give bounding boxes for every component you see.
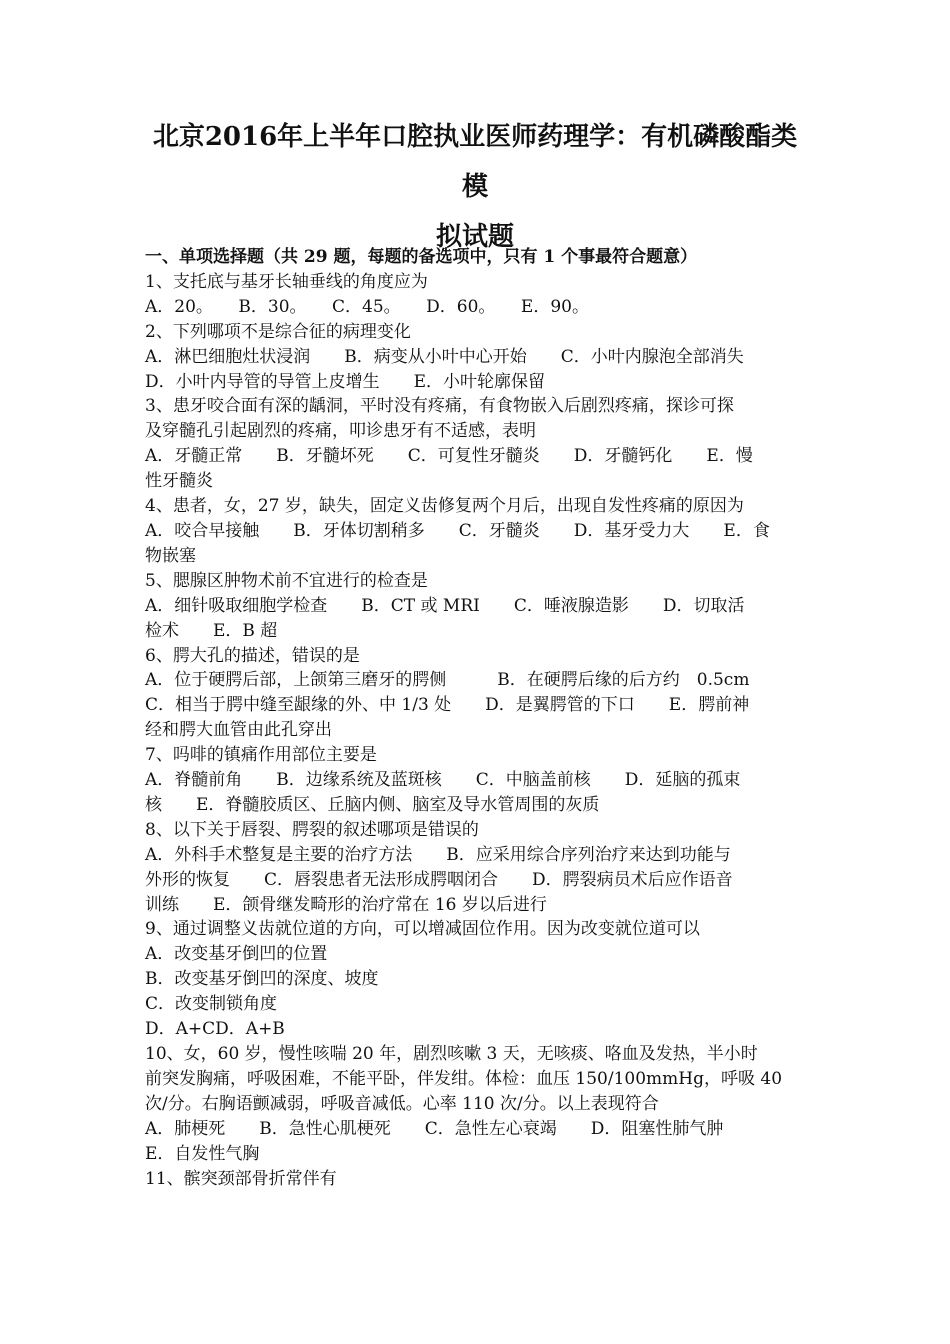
question-2-options: D．小叶内导管的导管上皮增生 E．小叶轮廓保留 — [145, 371, 546, 392]
question-5-options: 检术 E．B 超 — [145, 620, 278, 641]
question-3: 3、患牙咬合面有深的龋洞，平时没有疼痛，有食物嵌入后剧烈疼痛，探诊可探 — [145, 396, 734, 417]
question-11: 11、髌突颈部骨折常伴有 — [145, 1168, 337, 1189]
document-title — [145, 112, 805, 262]
question-6-options: 经和腭大血管由此孔穿出 — [145, 720, 332, 741]
question-8-options: 训练 E．颌骨继发畸形的治疗常在 16 岁以后进行 — [145, 894, 547, 915]
question-3: 及穿髓孔引起剧烈的疼痛，叩诊患牙有不适感，表明 — [145, 421, 536, 442]
question-7-options: 核 E．脊髓胶质区、丘脑内侧、脑室及导水管周围的灰质 — [145, 794, 600, 815]
question-8: 8、以下关于唇裂、腭裂的叙述哪项是错误的 — [145, 819, 479, 840]
question-4-options: 物嵌塞 — [145, 545, 196, 566]
question-2: 2、下列哪项不是综合征的病理变化 — [145, 321, 411, 342]
document-body — [145, 245, 807, 1191]
question-4-options: A．咬合早接触 B．牙体切割稍多 C．牙髓炎 D．基牙受力大 E．食 — [145, 520, 770, 541]
question-10-options: E．自发性气胸 — [145, 1143, 260, 1164]
question-9-option-c: C．改变制锁角度 — [145, 994, 278, 1015]
question-3-options: 性牙髓炎 — [145, 471, 213, 492]
question-10: 次/分。右胸语颤减弱，呼吸音减低。心率 110 次/分。以上表现符合 — [145, 1093, 659, 1114]
question-7-options: A．脊髓前角 B．边缘系统及蓝斑核 C．中脑盖前核 D．延脑的孤束 — [145, 770, 741, 791]
question-1-options: A．20。 B．30。 C．45。 D．60。 E．90。 — [145, 296, 589, 317]
question-10: 前突发胸痛，呼吸困难，不能平卧，伴发绀。体检：血压 150/100mmHg，呼吸 40 — [145, 1068, 783, 1089]
question-9-option-d: D．A+CD．A+B — [145, 1019, 285, 1040]
title-line-1: 北京2016年上半年口腔执业医师药理学：有机磷酸酯类模 — [152, 122, 798, 202]
question-9-option-a: A．改变基牙倒凹的位置 — [145, 944, 328, 965]
question-7: 7、吗啡的镇痛作用部位主要是 — [145, 745, 377, 766]
question-5: 5、腮腺区肿物术前不宜进行的检查是 — [145, 570, 428, 591]
question-3-options: A．牙髓正常 B．牙髓坏死 C．可复性牙髓炎 D．牙髓钙化 E．慢 — [145, 446, 753, 467]
question-9-option-b: B．改变基牙倒凹的深度、坡度 — [145, 969, 379, 990]
question-6-options: C．相当于腭中缝至龈缘的外、中 1/3 处 D．是翼腭管的下口 E．腭前神 — [145, 695, 750, 716]
question-6-options: A．位于硬腭后部，上颌第三磨牙的腭侧 B．在硬腭后缘的后方约 0.5cm — [145, 670, 750, 691]
question-10-options: A．肺梗死 B．急性心肌梗死 C．急性左心衰竭 D．阻塞性肺气肿 — [145, 1118, 724, 1139]
section-heading: 一、单项选择题（共 29 题，每题的备选项中，只有 1 个事最符合题意） — [145, 247, 698, 267]
question-5-options: A．细针吸取细胞学检查 B．CT 或 MRI C．唾液腺造影 D．切取活 — [145, 595, 745, 616]
title-line-2: 拟试题 — [435, 222, 514, 252]
question-4: 4、患者，女，27 岁，缺失，固定义齿修复两个月后，出现自发性疼痛的原因为 — [145, 496, 744, 517]
question-8-options: A．外科手术整复是主要的治疗方法 B．应采用综合序列治疗来达到功能与 — [145, 844, 731, 865]
question-9: 9、通过调整义齿就位道的方向，可以增减固位作用。因为改变就位道可以 — [145, 919, 700, 940]
question-1: 1、支托底与基牙长轴垂线的角度应为 — [145, 271, 428, 292]
question-6: 6、腭大孔的描述，错误的是 — [145, 645, 360, 666]
question-2-options: A．淋巴细胞灶状浸润 B．病变从小叶中心开始 C．小叶内腺泡全部消失 — [145, 346, 744, 367]
question-8-options: 外形的恢复 C．唇裂患者无法形成腭咽闭合 D．腭裂病员术后应作语音 — [145, 869, 733, 890]
question-10: 10、女，60 岁，慢性咳喘 20 年，剧烈咳嗽 3 天，无咳痰、咯血及发热，半小时 — [145, 1044, 758, 1064]
